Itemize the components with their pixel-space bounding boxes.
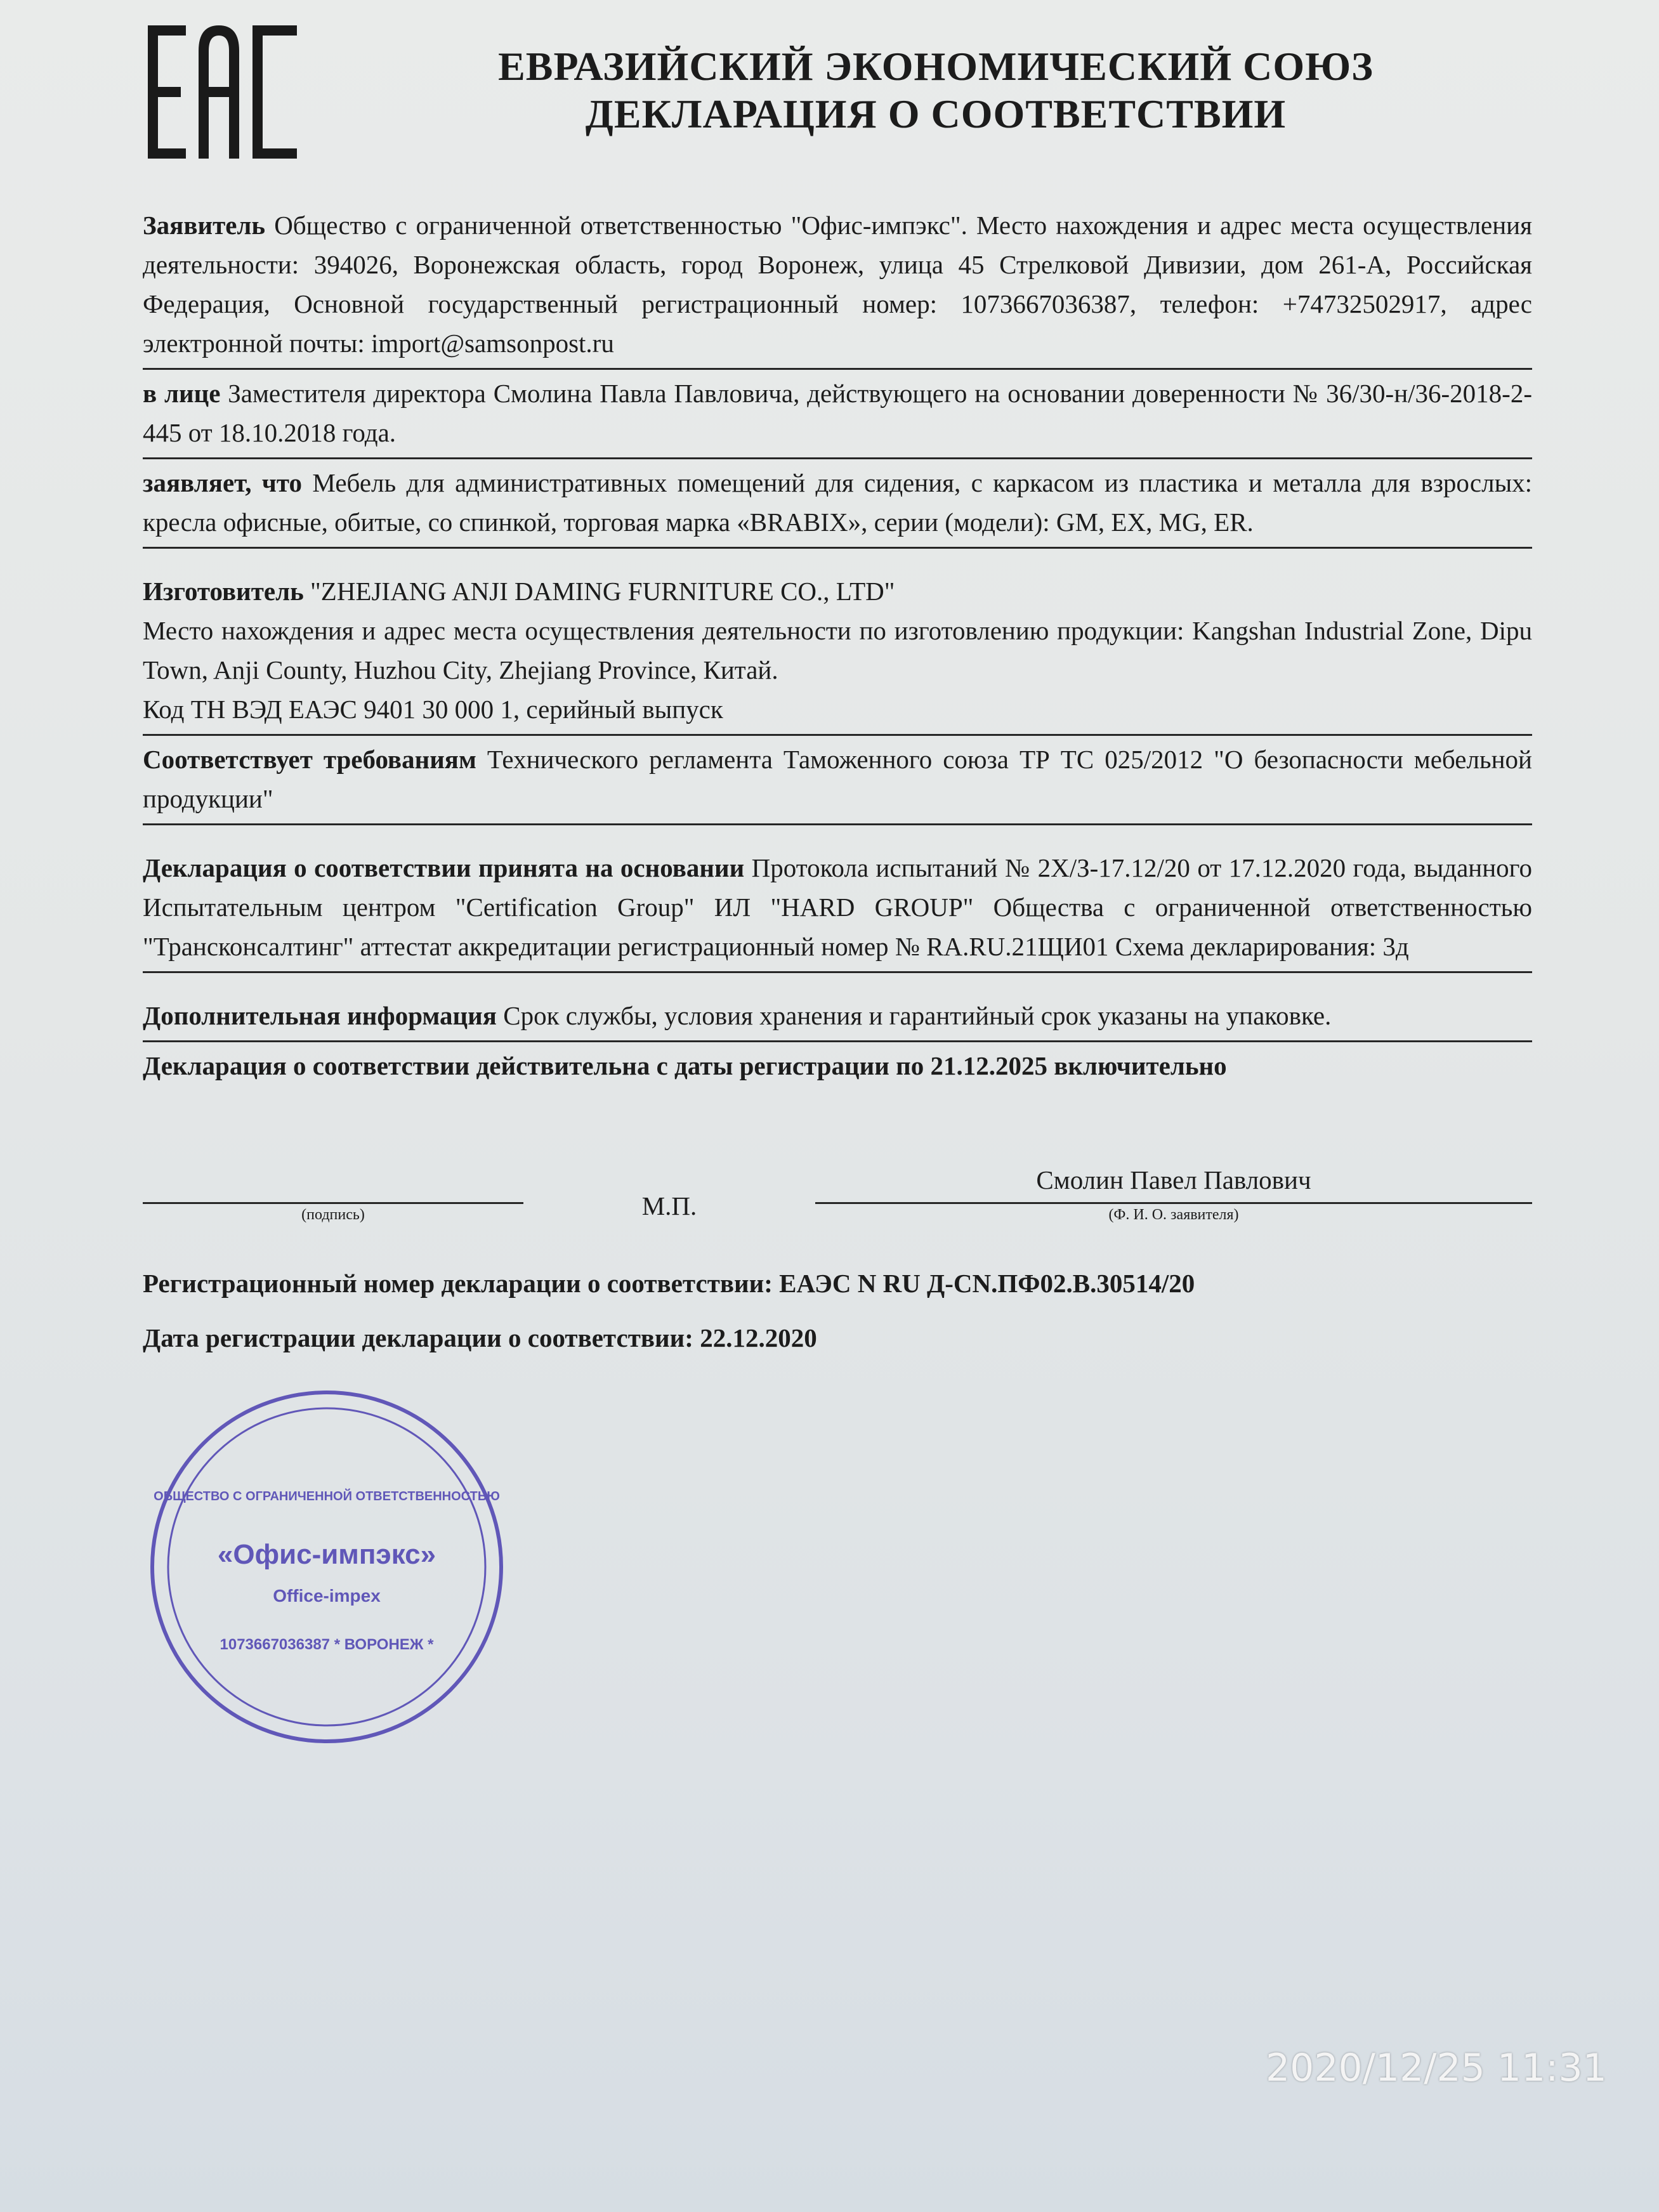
applicant-section [143, 202, 1532, 370]
basis-section [143, 844, 1532, 973]
registration-number-label: Регистрационный номер декларации о соответствии: [143, 1269, 780, 1298]
manufacturer-label: Изготовитель [143, 577, 304, 606]
registration-number: ЕАЭС N RU Д-CN.ПФ02.В.30514/20 [779, 1269, 1195, 1298]
declares-text: Мебель для административных помещений для сидения, с каркасом из пластика и металла для взрослых: кресла офисные, обитые, со спинкой, торговая марка «BRABIX», серии (модели): GM, EX, MG, ER. [143, 468, 1533, 537]
registration-number-section [143, 1264, 1532, 1303]
declares-label: заявляет, что [143, 468, 303, 497]
stamp-place-label: М.П. [641, 1191, 697, 1221]
representative-text: Заместителя директора Смолина Павла Павловича, действующего на основании доверенности № 36/30-н/36-2018-2-445 от 18.10.2018 года. [143, 379, 1532, 447]
complies-text: Технического регламента Таможенного союза ТР ТС 025/2012 "О безопасности мебельной продукции" [143, 745, 1532, 813]
union-title: ЕВРАЗИЙСКИЙ ЭКОНОМИЧЕСКИЙ СОЮЗ [498, 44, 1374, 89]
company-stamp [143, 1383, 511, 1751]
manufacturer-name: "ZHEJIANG ANJI DAMING FURNITURE CO., LTD" [303, 577, 895, 606]
registration-date: 22.12.2020 [700, 1323, 817, 1352]
basis-label: Декларация о соответствии принята на основании [143, 853, 745, 882]
additional-section [143, 992, 1532, 1042]
stamp-center-text: «Офис-импэкс» [217, 1539, 436, 1570]
basis-text: Протокола испытаний № 2Х/З-17.12/20 от 17.12.2020 года, выданного Испытательным центром "Certification Group" ИЛ "HARD GROUP" Общества с ограниченной ответственностью "Трансконсалтинг" аттестат аккредитации регистрационный номер № RA.RU.21ЩИ01 Схема декларирования: 3д [143, 853, 1532, 961]
stamp-latin-text: Office-impex [273, 1586, 381, 1606]
photo-timestamp: 2020/12/25 11:31 [1266, 2046, 1607, 2090]
declares-section [143, 459, 1532, 549]
signature-line [143, 1202, 523, 1226]
stamp-bottom-text: 1073667036387 * ВОРОНЕЖ * [220, 1636, 434, 1653]
signature-caption: (подпись) [301, 1207, 365, 1223]
eac-logo [148, 25, 297, 159]
hs-code: Код ТН ВЭД ЕАЭС 9401 30 000 1, серийный выпуск [143, 695, 723, 724]
document-title: ДЕКЛАРАЦИЯ О СООТВЕТСТВИИ [585, 91, 1287, 136]
declaration-body [143, 202, 1532, 1751]
applicant-text: Общество с ограниченной ответственностью "Офис-импэкс". Место нахождения и адрес места осуществления деятельности: 394026, Воронежская область, город Воронеж, улица 45 Стрелковой Дивизии, дом 261-А, Российская Федерация, Основной государственный регистрационный номер: 1073667036387, телефон: +74732502917, адрес электронной почты: import@samsonpost.ru [143, 211, 1532, 358]
complies-label: Соответствует требованиям [143, 745, 476, 774]
stamp-outer-text: ОБЩЕСТВО С ОГРАНИЧЕННОЙ ОТВЕТСТВЕННОСТЬЮ [154, 1489, 500, 1503]
complies-section [143, 736, 1532, 825]
registration-date-section [143, 1318, 1532, 1358]
registration-date-label: Дата регистрации декларации о соответствии: [143, 1323, 700, 1352]
manufacturer-address: Место нахождения и адрес места осуществления деятельности по изготовлению продукции: Kangshan Industrial Zone, Dipu Town, Anji County, Huzhou City, Zhejiang Province, Китай. [143, 616, 1532, 684]
signature-row [143, 1160, 1532, 1226]
validity-section [143, 1042, 1532, 1090]
signatory-block [815, 1160, 1532, 1226]
signatory-name: Смолин Павел Павлович [815, 1160, 1532, 1204]
representative-label: в лице [143, 379, 221, 408]
additional-label: Дополнительная информация [143, 1001, 497, 1030]
applicant-label: Заявитель [143, 211, 266, 240]
validity-text: Декларация о соответствии действительна с даты регистрации по 21.12.2025 включительно [143, 1051, 1227, 1080]
manufacturer-section [143, 568, 1532, 736]
representative-section [143, 370, 1532, 459]
name-caption: (Ф. И. О. заявителя) [1108, 1207, 1239, 1223]
additional-text: Срок службы, условия хранения и гарантийный срок указаны на упаковке. [496, 1001, 1332, 1030]
